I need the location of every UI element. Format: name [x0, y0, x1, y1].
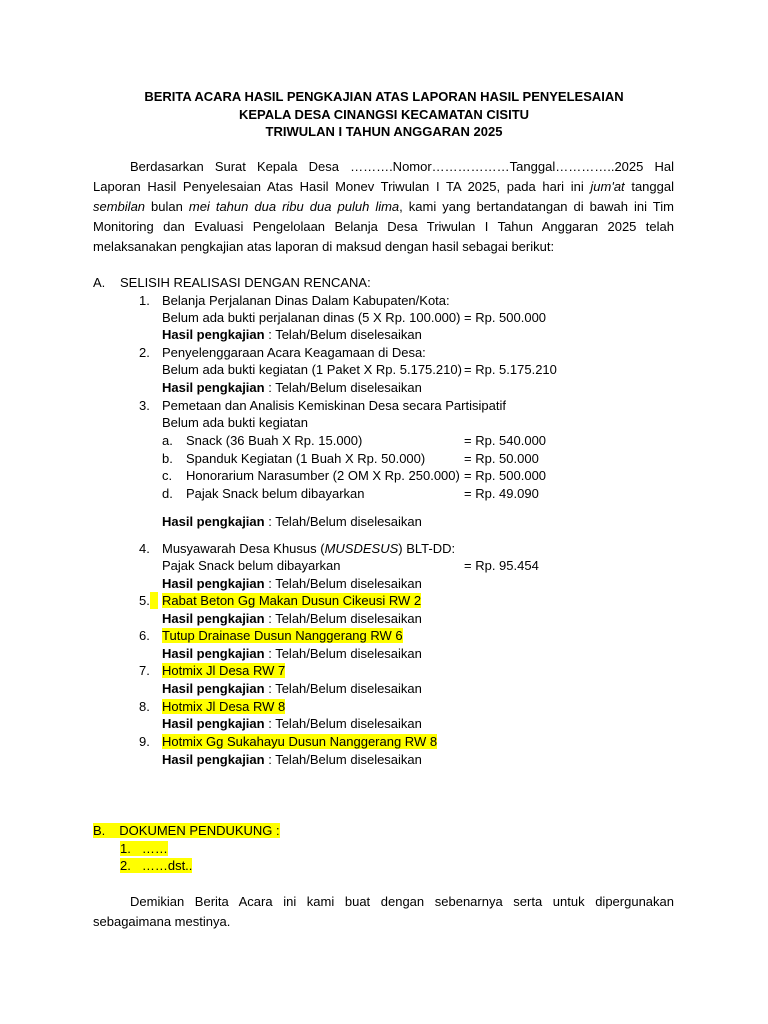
section-b-heading: DOKUMEN PENDUKUNG : — [119, 823, 280, 838]
item8-title: Hotmix Jl Desa RW 8 — [162, 699, 286, 714]
item9-number: 9. — [139, 734, 150, 749]
item4-result: Hasil pengkajian : Telah/Belum diselesaikan — [162, 576, 422, 591]
intro-text-2: tanggal — [624, 179, 674, 194]
section-b-item1: 1. …… — [120, 841, 168, 856]
item3-sub-b-amount: = Rp. 50.000 — [464, 451, 539, 466]
item2-number: 2. — [139, 345, 150, 360]
item3-detail: Belum ada bukti kegiatan — [162, 415, 308, 430]
item4-title: Musyawarah Desa Khusus (MUSDESUS) BLT-DD: — [162, 541, 456, 556]
item1-result: Hasil pengkajian : Telah/Belum diselesaikan — [162, 327, 422, 342]
section-b-heading-row — [93, 822, 280, 839]
item5-number: 5. — [139, 592, 158, 609]
item2-amount: = Rp. 5.175.210 — [464, 362, 557, 377]
item3-sub-c-text: Honorarium Narasumber (2 OM X Rp. 250.000) — [186, 468, 460, 483]
intro-paragraph — [93, 157, 674, 257]
item8-result: Hasil pengkajian : Telah/Belum diselesaikan — [162, 716, 422, 731]
document-title-line1: BERITA ACARA HASIL PENGKAJIAN ATAS LAPORAN HASIL PENYELESAIAN — [144, 89, 624, 104]
item3-sub-a-amount: = Rp. 540.000 — [464, 433, 547, 448]
intro-day: jum'at — [590, 179, 625, 194]
item5-result: Hasil pengkajian : Telah/Belum diselesaikan — [162, 611, 422, 626]
item3-sub-b-letter: b. — [162, 451, 173, 466]
item9-result: Hasil pengkajian : Telah/Belum diselesaikan — [162, 752, 422, 767]
item6-result: Hasil pengkajian : Telah/Belum diselesaikan — [162, 646, 422, 661]
section-b-letter: B. — [93, 823, 106, 838]
item3-title: Pemetaan dan Analisis Kemiskinan Desa secara Partisipatif — [162, 398, 506, 413]
item3-sub-c-amount: = Rp. 500.000 — [464, 468, 547, 483]
section-b-item2: 2. ……dst.. — [120, 858, 193, 873]
item7-title: Hotmix Jl Desa RW 7 — [162, 663, 286, 678]
item1-detail: Belum ada bukti perjalanan dinas (5 X Rp. 100.000) — [162, 310, 461, 325]
item4-detail: Pajak Snack belum dibayarkan — [162, 558, 341, 573]
item3-sub-d-letter: d. — [162, 486, 173, 501]
item3-sub-b-text: Spanduk Kegiatan (1 Buah X Rp. 50.000) — [186, 451, 426, 466]
item7-number: 7. — [139, 663, 150, 678]
section-a-heading: SELISIH REALISASI DENGAN RENCANA: — [120, 275, 371, 290]
item3-sub-d-amount: = Rp. 49.090 — [464, 486, 539, 501]
item6-number: 6. — [139, 628, 150, 643]
item1-number: 1. — [139, 293, 150, 308]
item3-sub-a-text: Snack (36 Buah X Rp. 15.000) — [186, 433, 363, 448]
document-title-line3: TRIWULAN I TAHUN ANGGARAN 2025 — [265, 124, 503, 139]
closing-text: Demikian Berita Acara ini kami buat dengan sebenarnya serta untuk dipergunakan sebagaimana mestinya. — [93, 894, 674, 929]
item3-sub-a-letter: a. — [162, 433, 173, 448]
intro-text-3: bulan — [145, 199, 189, 214]
item4-number: 4. — [139, 541, 150, 556]
document-title-line2: KEPALA DESA CINANGSI KECAMATAN CISITU — [238, 107, 530, 122]
item4-amount: = Rp. 95.454 — [464, 558, 539, 573]
item9-title: Hotmix Gg Sukahayu Dusun Nanggerang RW 8 — [162, 734, 438, 749]
item1-amount: = Rp. 500.000 — [464, 310, 547, 325]
item3-number: 3. — [139, 398, 150, 413]
item3-sub-d-text: Pajak Snack belum dibayarkan — [186, 486, 365, 501]
intro-monthyear: mei tahun dua ribu dua puluh lima — [188, 199, 400, 214]
item5-title: Rabat Beton Gg Makan Dusun Cikeusi RW 2 — [162, 593, 422, 608]
item3-result: Hasil pengkajian : Telah/Belum diselesaikan — [162, 514, 422, 529]
item3-sub-c-letter: c. — [162, 468, 173, 483]
item2-detail: Belum ada bukti kegiatan (1 Paket X Rp. 5.175.210) — [162, 362, 462, 377]
item7-result: Hasil pengkajian : Telah/Belum diselesaikan — [162, 681, 422, 696]
intro-date: sembilan — [93, 199, 146, 214]
item8-number: 8. — [139, 699, 150, 714]
item6-title: Tutup Drainase Dusun Nanggerang RW 6 — [162, 628, 403, 643]
intro-text-4: , kami yang bertandatangan di bawah ini Tim Monitoring dan Evaluasi Pengelolaan Belanja Desa Triwulan I Tahun Anggaran 2025 telah melaksanakan pengkajian atas laporan di maksud dengan hasil sebagai berikut: — [93, 199, 674, 254]
section-a-letter: A. — [93, 275, 106, 290]
item1-title: Belanja Perjalanan Dinas Dalam Kabupaten/Kota: — [162, 293, 450, 308]
item2-title: Penyelenggaraan Acara Keagamaan di Desa: — [162, 345, 426, 360]
closing-paragraph — [93, 892, 674, 932]
item2-result: Hasil pengkajian : Telah/Belum diselesaikan — [162, 380, 422, 395]
intro-text-1: Berdasarkan Surat Kepala Desa ……….Nomor………………Tanggal…………..2025 Hal Laporan Hasil Penyelesaian Atas Hasil Monev Triwulan I TA 2025, pada hari ini — [93, 159, 674, 194]
